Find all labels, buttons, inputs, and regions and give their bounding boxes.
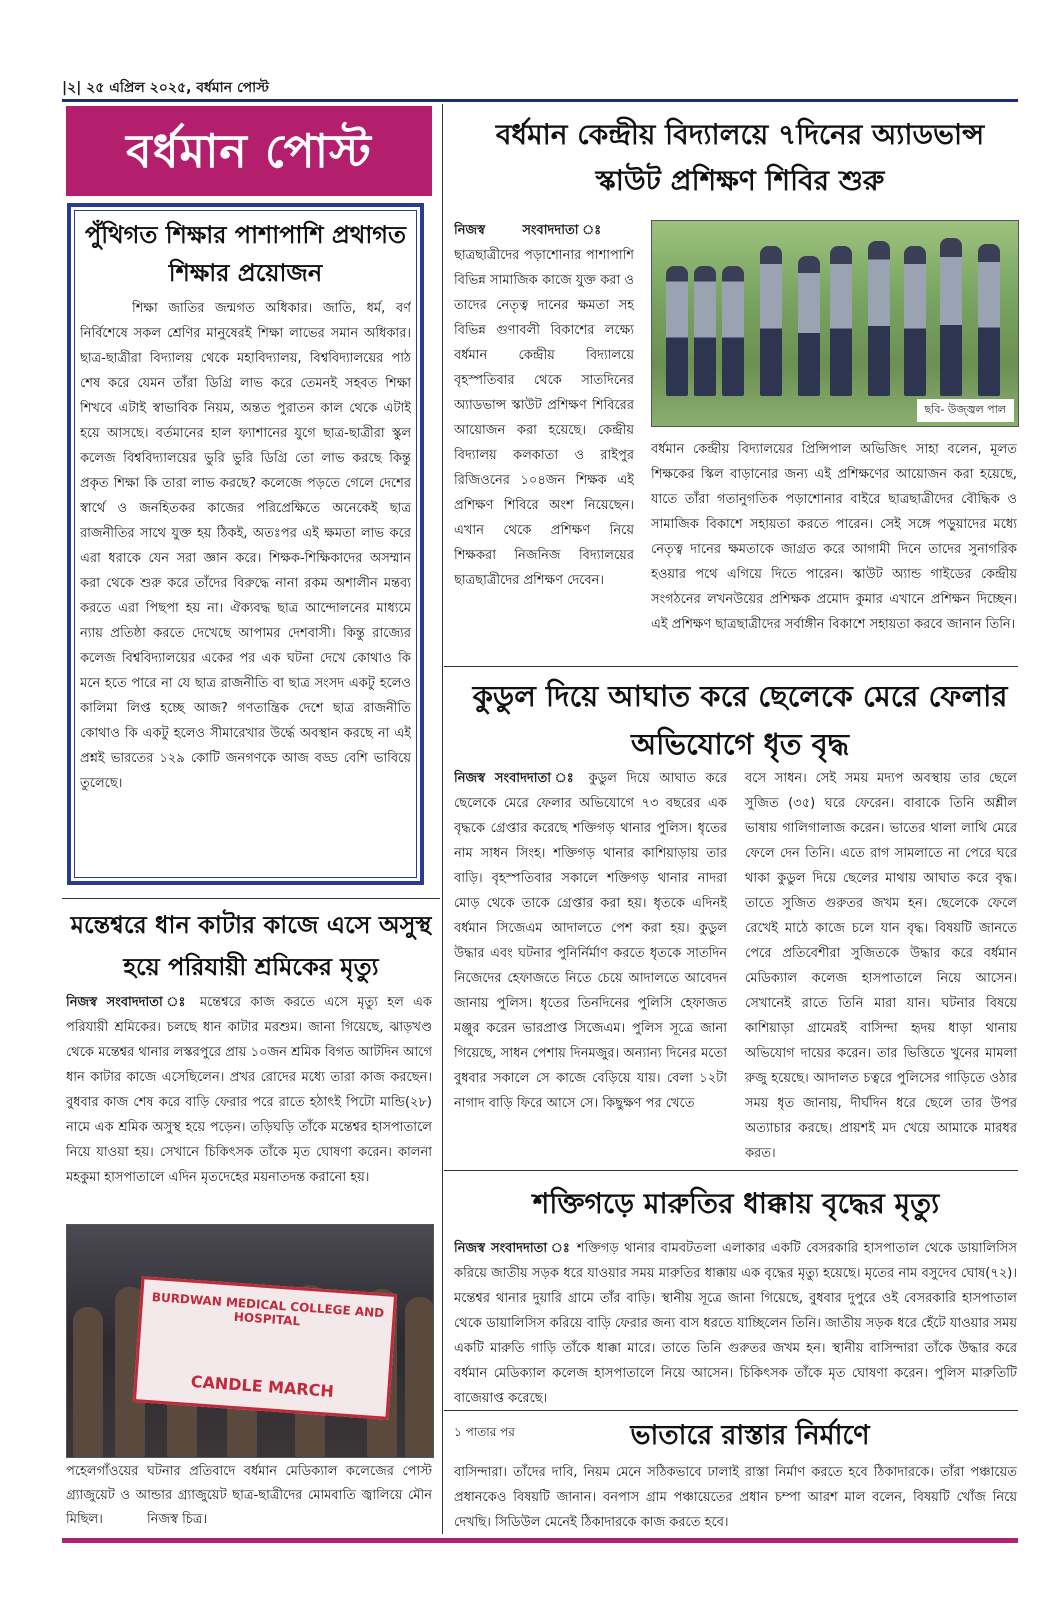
scout-photo-credit: ছবি- উজ্জ্বল পাল (917, 399, 1014, 422)
axe-body-left: কুডুল দিয়ে আঘাত করে ছেলেকে মেরে ফেলার অভিযোগে ৭৩ বছরের এক বৃদ্ধকে গ্রেপ্তার করেছে শক্তিগড় থানার পুলিস। ধৃতের নাম সাধন সিংহ। শক্তিগড় থানার কাশিয়াড়ায় তার বাড়ি। বৃহস্পতিবার সকালে শক্তিগড় থানার নাদরা মোড় থেকে তাকে গ্রেপ্তার করা হয়। ধৃতকে এদিনই বর্ধমান সিজেএম আদালতে পেশ করা হয়। কুডুল উদ্ধার এবং ঘটনার পুনির্নির্মাণ করতে ধৃতকে সাতদিন নিজেদের হেফাজতে নিতে চেয়ে আদালতে আবেদন জানায় পুলিস। ধৃতের তিনদিনের পুলিসি হেফাজত মঞ্জুর করেন ভারপ্রাপ্ত সিজেএম। পুলিস সূত্রে জানা গিয়েছে, সাধন পেশায় দিনমজুর। অন্যান্য দিনের মতো বুধবার সকালে সে কাজে বেড়িয়ে যায়। বেলা ১২টা নাগাদ বাড়ি ফিরে আসে সে। কিছুক্ষণ পর খেতে (454, 771, 727, 1111)
section-rule (444, 666, 1018, 667)
column-divider (442, 104, 443, 1534)
shaktigarh-byline: নিজস্ব সংবাদদাতা ঃ (454, 1241, 572, 1256)
road-continued-tag: ১ পাতার পর (454, 1425, 515, 1439)
march-banner-sub: CANDLE MARCH (190, 1371, 335, 1401)
march-banner-title: BURDWAN MEDICAL COLLEGE AND HOSPITAL (151, 1290, 385, 1329)
worker-byline: নিজস্ব সংবাদদাতা ঃ (66, 995, 191, 1010)
scout-left-column (454, 218, 634, 658)
editorial-headline: পুঁথিগত শিক্ষার পাশাপাশি প্রথাগত শিক্ষার প্রয়োজন (84, 220, 407, 287)
march-credit: নিজস্ব চিত্র। (147, 1512, 208, 1527)
scout-body-right: বর্ধমান কেন্দ্রীয় বিদ্যালয়ের প্রিন্সিপাল অভিজিৎ সাহা বলেন, মূলত শিক্ষকের স্কিল বাড়ানোর জন্য এই প্রশিক্ষণের আয়োজন করা হয়েছে, যাতে তাঁরা গতানুগতিক পড়াশোনার বাইরে ছাত্রছাত্রীদের বৌদ্ধিক ও সামাজিক বিকাশে সহায়তা করতে পারেন। সেই সঙ্গে পড়ুয়াদের মধ্যে নেতৃত্ব দানের ক্ষমতাকে জাগ্রত করে আগামী দিনে তাদের সুনাগরিক হওয়ার পথে এগিয়ে দিতে পারেন। স্কাউট অ্যান্ড গাইডের কেন্দ্রীয় সংগঠনের লখনউয়ের প্রশিক্ষক প্রমোদ কুমার এখানে প্রশিক্ষন দিচ্ছেন। এই প্রশিক্ষণ ছাত্রছাত্রীদের সর্বাঙ্গীন বিকাশে সহায়তা করবে জানান তিনি। (651, 442, 1017, 632)
shaktigarh-body: শক্তিগড় থানার বামবটতলা এলাকার একটি বেসরকারি হাসপাতাল থেকে ডায়ালিসিস করিয়ে জাতীয় সড়ক ধরে যাওয়ার সময় মারুতির ধাক্কায় এক বৃদ্ধের মৃত্যু হয়েছে। মৃতের নাম বসুদেব ঘোষ(৭২)। মন্তেশ্বর থানার দুয়ারি গ্রামে তাঁর বাড়ি। স্থানীয় সূত্রে জানা গিয়েছে, বুধবার দুপুরে ওই বেসরকারি হাসপাতাল থেকে ডায়ালিসিস করিয়ে বাড়ি ফেরার জন্য বাস ধরতে যাচ্ছিলেন তিনি। জাতীয় সড়ক ধরে হেঁটে যাওয়ার সময় একটি মারুতি গাড়ি তাঁকে ধাক্কা মারে। তাতে তিনি গুরুতর জখম হন। স্থানীয় বাসিন্দারা তাঁকে উদ্ধার করে বর্ধমান মেডিক্যাল কলেজ হাসপাতালে নিয়ে আসেন। চিকিৎসক তাঁকে মৃত ঘোষণা করেন। পুলিস মারুতিটি বাজেয়াপ্ত করেছে। (454, 1241, 1017, 1406)
march-caption: পহেলগাঁওয়ের ঘটনার প্রতিবাদে বর্ধমান মেডিক্যাল কলেজের পোস্ট গ্র্যাজুয়েট ও আন্ডার গ্র্যাজুয়েট ছাত্র-ছাত্রীদের মোমবাতি জ্বালিয়ে মৌন মিছিল। (66, 1464, 432, 1527)
worker-headline: মন্তেশ্বরে ধান কাটার কাজে এসে অসুস্থ হয়ে পরিযায়ী শ্রমিকের মৃত্যু (70, 910, 432, 981)
shaktigarh-headline: শক্তিগড়ে মারুতির ধাক্কায় বৃদ্ধের মৃত্যু (532, 1187, 940, 1220)
axe-byline: নিজস্ব সংবাদদাতা ঃ (454, 771, 580, 786)
page-folio: |২| ২৫ এপ্রিল ২০২৫, বর্ধমান পোস্ট (62, 80, 269, 96)
candle-march-photo (66, 1224, 434, 1458)
scout-byline: নিজস্ব সংবাদদাতা ঃ (454, 223, 634, 238)
section-rule (444, 1170, 1018, 1171)
march-banner (133, 1276, 397, 1420)
scout-headline: বর্ধমান কেন্দ্রীয় বিদ্যালয়ে ৭দিনের অ্যাডভান্স স্কাউট প্রশিক্ষণ শিবির শুরু (495, 118, 985, 197)
shaktigarh-article (454, 1236, 1017, 1406)
bottom-rule (62, 1538, 1018, 1543)
section-rule (444, 1410, 1018, 1411)
scout-body-left: ছাত্রছাত্রীদের পড়াশোনার পাশাপাশি বিভিন্ন সামাজিক কাজে যুক্ত করা ও তাদের নেতৃত্ব দানের ক্ষমতা সহ বিভিন্ন গুণাবলী বিকাশের লক্ষ্যে বর্ধমান কেন্দ্রীয় বিদ্যালয়ে বৃহস্পতিবার থেকে সাতদিনের অ্যাডভান্স স্কাউট প্রশিক্ষণ শিবিরের আয়োজন করা হয়েছে। কেন্দ্রীয় বিদ্যালয় কলকাতা ও রাইপুর রিজিওনের ১০৪জন শিক্ষক এই প্রশিক্ষণ শিবিরে অংশ নিয়েছেন। এখান থেকে প্রশিক্ষণ নিয়ে শিক্ষকরা নিজনিজ বিদ্যালয়ের ছাত্রছাত্রীদের প্রশিক্ষণ দেবেন। (454, 248, 634, 588)
editorial-body: শিক্ষা জাতির জন্মগত অধিকার। জাতি, ধর্ম, বর্ণ নির্বিশেষে সকল শ্রেণির মানুষেরই শিক্ষা লাভের সমান অধিকার। ছাত্র-ছাত্রীরা বিদ্যালয় থেকে মহাবিদ্যালয়, বিশ্ববিদ্যালয়ের পাঠ শেষ করে যেমন তাঁরা ডিগ্রি লাভ করে তেমনই সহবত শিক্ষা শিখবে এটাই স্বাভাবিক নিয়ম, অন্তত পুরাতন কাল থেকে এটাই হয়ে আসছে। বর্তমানের হাল ফ্যাশানের যুগে ছাত্র-ছাত্রীরা স্কুল কলেজ বিশ্ববিদ্যালয়ের ভুরি ভুরি ডিগ্রি তো লাভ করছে কিন্তু প্রকৃত শিক্ষা কি তারা লাভ করছে? কলেজে পড়তে গেলে দেশের স্বার্থে ও জনহিতকর কাজের পরিপ্রেক্ষিতে অনেকেই ছাত্র রাজনীতির সাথে যুক্ত হয় ঠিকই, অতঃপর এই ক্ষমতা লাভ করে এরা ধরাকে যেন সরা জ্ঞান করে। শিক্ষক-শিক্ষিকাদের অসম্মান করা থেকে শুরু করে তাঁদের বিরুদ্ধে নানা রকম অশালীন মন্তব্য করতে এরা পিছপা হয় না। ঐক্যবদ্ধ ছাত্র আন্দোলনের মাধ্যমে ন্যায় প্রতিষ্ঠা করতে দেখেছে আপামর দেশবাসী। কিন্তু রাজ্যের কলেজ বিশ্ববিদ্যালয়ের একের পর এক ঘটনা দেখে কোথাও কি মনে হতে পারে না যে ছাত্র রাজনীতি বা ছাত্র সংসদ একটু হলেও কালিমা লিপ্ত হচ্ছে আজ? গণতান্ত্রিক দেশে ছাত্র রাজনীতি কোথাও কি একটু হলেও সীমারেখার উর্দ্ধে অবস্থান করছে না এই প্রশ্নই ভারতের ১২৯ কোটি জনগণকে আজ বড্ড বেশি ভাবিয়ে তুলেছে। (80, 301, 411, 791)
worker-body: মন্তেশ্বরে কাজ করতে এসে মৃত্যু হল এক পরিযায়ী শ্রমিকের। চলছে ধান কাটার মরশুম। জানা গিয়েছে, ঝাড়খণ্ড থেকে মন্তেশ্বর থানার লস্করপুরে প্রায় ১০জন শ্রমিক বিগত আটদিন আগে ধান কাটার কাজে এসেছিলেন। প্রখর রোদের মধ্যে তারা কাজ করছেন। বুধবার কাজ শেষ করে বাড়ি ফেরার পরে রাতে হঠাৎই পিটো মান্ডি(২৮) নামে এক শ্রমিক অসুস্থ হয়ে পড়েন। তড়িঘড়ি তাঁকে মন্তেশ্বর হাসপাতালে নিয়ে যাওয়া হয়। সেখানে চিকিৎসক তাঁকে মৃত ঘোষণা করেন। কালনা মহকুমা হাসপাতালে এদিন মৃতদেহের ময়নাতদন্ত করানো হয়। (66, 995, 432, 1185)
axe-headline: কুডুল দিয়ে আঘাত করে ছেলেকে মেরে ফেলার অভিযোগে ধৃত বৃদ্ধ (472, 679, 1008, 761)
road-headline: ভাতারে রাস্তার নির্মাণে (630, 1420, 870, 1451)
worker-article (66, 990, 432, 1210)
march-caption-block (66, 1460, 432, 1535)
axe-body-right: বসে সাধন। সেই সময় মদ্যপ অবস্থায় তার ছেলে সুজিত (৩৫) ঘরে ফেরেন। বাবাকে তিনি অশ্লীল ভাষায় গালিগালাজ করেন। ভাতের থালা লাথি মেরে ফেলে দেন তিনি। এতে রাগ সামলাতে না পেরে ঘরে থাকা কুডুল দিয়ে ছেলের মাথায় আঘাত করে বৃদ্ধ। তাতে সুজিত গুরুতর জখম হন। ছেলেকে ফেলে রেখেই মাঠে কাজে চলে যান বৃদ্ধ। বিষয়টি জানতে পেরে প্রতিবেশীরা সুজিতকে উদ্ধার করে বর্ধমান মেডিক্যাল কলেজ হাসপাতালে নিয়ে আসেন। সেখানেই রাতে তিনি মারা যান। ঘটনার বিষয়ে কাশিয়াড়া গ্রামেরই বাসিন্দা হৃদয় ধাড়া থানায় অভিযোগ দায়ের করেন। তার ভিত্তিতে খুনের মামলা রুজু হয়েছে। আদালত চত্বরে পুলিসের গাড়িতে ওঠার সময় ধৃত জানায়, দীর্ঘদিন ধরে ছেলে তার উপর অত্যাচার করছে। প্রায়শই মদ খেয়ে আমাকে মারধর করত। (745, 771, 1017, 1161)
axe-left-column (454, 766, 727, 1166)
masthead-logo: বর্ধমান পোস্ট (66, 106, 432, 196)
road-body: বাসিন্দারা। তাঁদের দাবি, নিয়ম মেনে সঠিকভাবে ঢালাই রাস্তা নির্মাণ করতে হবে ঠিকাদারকে। তাঁরা পঞ্চায়েত প্রধানকেও বিষয়টি জানান। বনপাস গ্রাম পঞ্চায়েতের প্রধান চম্পা আরশ মাল বলেন, বিষয়টি খোঁজ নিয়ে দেখছি। সিডিউল মেনেই ঠিকাদারকে কাজ করতে হবে। (454, 1465, 1017, 1530)
scout-photo (651, 220, 1019, 427)
section-rule (62, 898, 440, 899)
top-rule (62, 99, 1018, 102)
